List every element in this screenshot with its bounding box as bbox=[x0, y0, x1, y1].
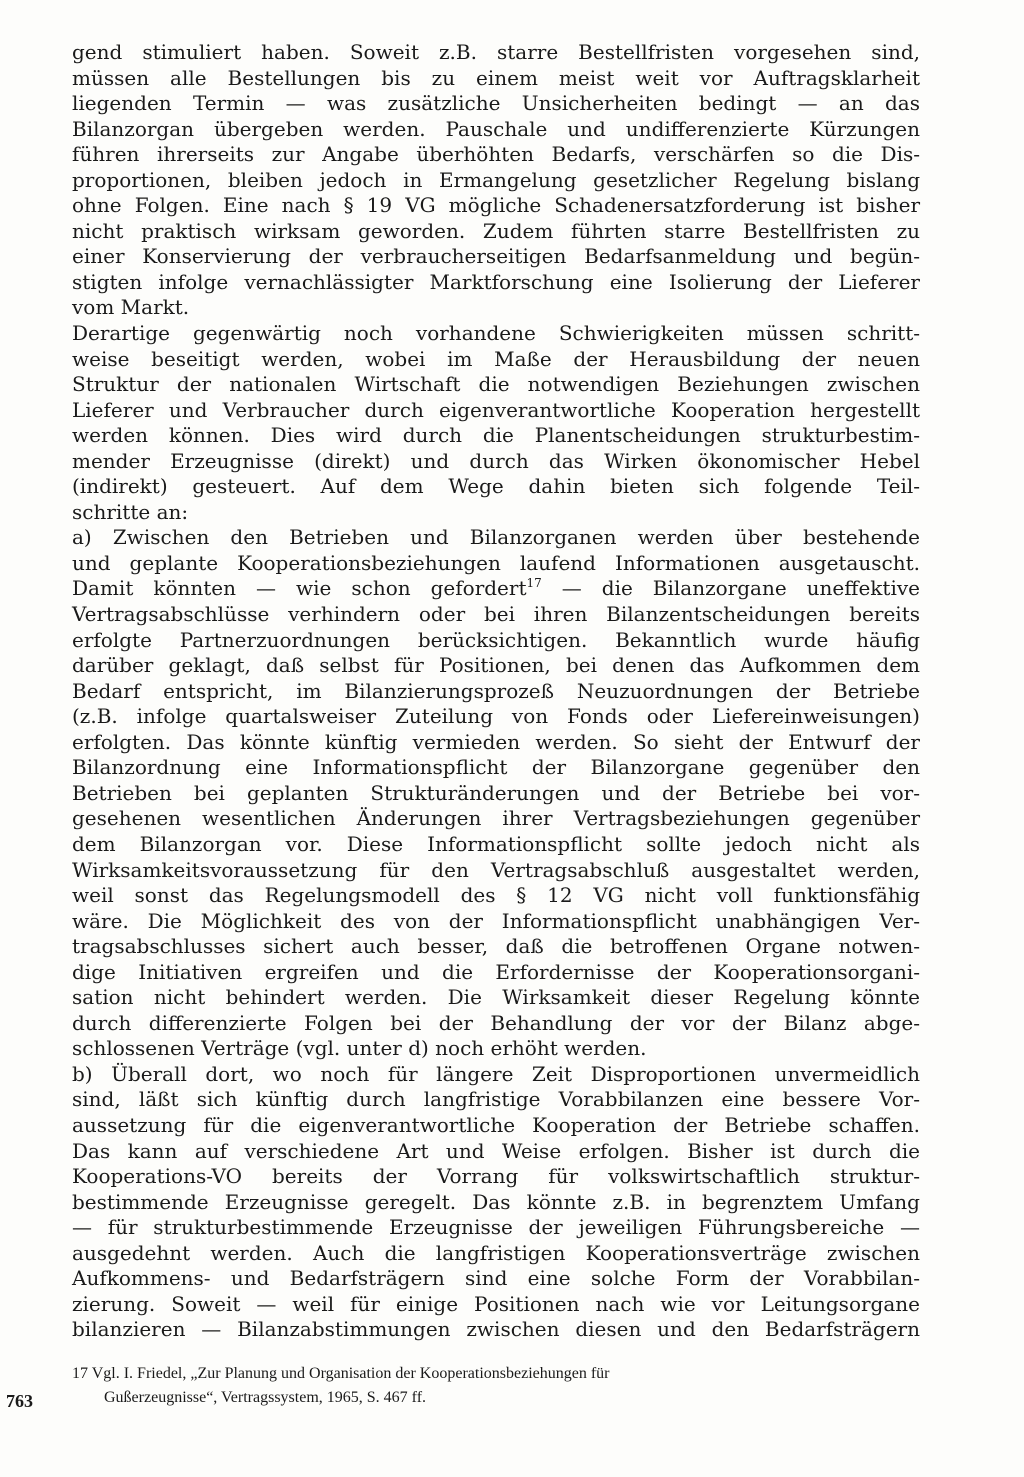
text-line-content: Kooperations-VO bereits der Vorrang für volkswirtschaftlich struktur- bbox=[72, 1164, 920, 1189]
text-line-content: nicht praktisch wirksam geworden. Zudem führten starre Bestellfristen zu bbox=[72, 218, 920, 243]
text-line bbox=[72, 1011, 920, 1037]
text-line bbox=[72, 1190, 920, 1216]
text-line-content: dige Initiativen ergreifen und die Erfordernisse der Kooperationsorgani- bbox=[72, 959, 920, 984]
text-line-content: proportionen, bleiben jedoch in Ermangelung gesetzlicher Regelung bislang bbox=[72, 167, 920, 192]
text-line-content: schlossenen Verträge (vgl. unter d) noch erhöht werden. bbox=[72, 1036, 647, 1061]
text-line-content: darüber geklagt, daß selbst für Positionen, bei denen das Aufkommen dem bbox=[72, 653, 920, 678]
text-line bbox=[72, 1215, 920, 1241]
text-line-content: bilanzieren — Bilanzabstimmungen zwischen diesen und den Bedarfsträgern bbox=[72, 1317, 920, 1342]
text-line bbox=[72, 423, 920, 449]
text-line bbox=[72, 806, 920, 832]
text-line-content: sation nicht behindert werden. Die Wirksamkeit dieser Regelung könnte bbox=[72, 985, 920, 1010]
text-line-content: stigten infolge vernachlässigter Marktforschung eine Isolierung der Lieferer bbox=[72, 269, 920, 294]
text-line-content: müssen alle Bestellungen bis zu einem meist weit vor Auftragsklarheit bbox=[72, 65, 920, 90]
text-line-continuation: — die Bilanzorgane uneffektive bbox=[541, 576, 920, 601]
text-line-content: liegenden Termin — was zusätzliche Unsicherheiten bedingt — an das bbox=[72, 91, 920, 116]
text-line-content: (indirekt) gesteuert. Auf dem Wege dahin bieten sich folgende Teil- bbox=[72, 474, 920, 499]
text-line-content: wäre. Die Möglichkeit des von der Informationspflicht unabhängigen Ver- bbox=[72, 908, 920, 933]
text-line-content: Bilanzorgan übergeben werden. Pauschale und undifferenzierte Kürzungen bbox=[72, 116, 920, 141]
text-line-content: führen ihrerseits zur Angabe überhöhten Bedarfs, verschärfen so die Dis- bbox=[72, 142, 920, 167]
text-line-content: erfolgten. Das könnte künftig vermieden werden. So sieht der Entwurf der bbox=[72, 729, 920, 754]
text-line-content: Wirksamkeitsvoraussetzung für den Vertragsabschluß ausgestaltet werden, bbox=[72, 857, 920, 882]
text-line-content: Struktur der nationalen Wirtschaft die notwendigen Beziehungen zwischen bbox=[72, 372, 920, 397]
text-line-content: Lieferer und Verbraucher durch eigenverantwortliche Kooperation hergestellt bbox=[72, 397, 920, 422]
text-line bbox=[72, 525, 920, 551]
text-line-content: — für strukturbestimmende Erzeugnisse der jeweiligen Führungsbereiche — bbox=[72, 1215, 920, 1240]
text-line-content: aussetzung für die eigenverantwortliche Kooperation der Betriebe schaffen. bbox=[72, 1112, 920, 1137]
footnote-17-line-2: Gußerzeugnisse“, Vertragssystem, 1965, S. 467 ff. bbox=[104, 1389, 427, 1406]
text-line bbox=[72, 1113, 920, 1139]
text-line bbox=[72, 1317, 920, 1343]
footnote-reference: 17 bbox=[526, 576, 542, 591]
text-line-content: Damit könnten — wie schon gefordert bbox=[72, 576, 527, 601]
text-line bbox=[72, 551, 920, 577]
text-line bbox=[72, 321, 920, 347]
text-line bbox=[72, 66, 920, 92]
text-line bbox=[72, 449, 920, 475]
text-line bbox=[72, 168, 920, 194]
text-line bbox=[72, 270, 920, 296]
text-line bbox=[72, 730, 920, 756]
text-line bbox=[72, 193, 920, 219]
text-line-content: schritte an: bbox=[72, 499, 189, 524]
text-line bbox=[72, 985, 920, 1011]
footnotes bbox=[72, 1362, 920, 1410]
text-line bbox=[72, 832, 920, 858]
text-line bbox=[72, 500, 920, 526]
text-line-content: zierung. Soweit — weil für einige Positionen nach wie vor Leitungsorgane bbox=[72, 1291, 920, 1316]
text-line bbox=[72, 1062, 920, 1088]
text-line bbox=[72, 1266, 920, 1292]
text-line-content: Derartige gegenwärtig noch vorhandene Schwierigkeiten müssen schritt- bbox=[72, 321, 920, 346]
text-line-content: ohne Folgen. Eine nach § 19 VG mögliche Schadenersatzforderung ist bisher bbox=[72, 193, 920, 218]
text-line-content: und geplante Kooperationsbeziehungen laufend Informationen ausgetauscht. bbox=[72, 550, 920, 575]
text-line-content: weil sonst das Regelungsmodell des § 12 VG nicht voll funktionsfähig bbox=[72, 883, 920, 908]
text-line bbox=[72, 858, 920, 884]
text-line bbox=[72, 909, 920, 935]
text-line bbox=[72, 398, 920, 424]
text-line bbox=[72, 1036, 920, 1062]
text-line-content: gesehenen wesentlichen Änderungen ihrer Vertragsbeziehungen gegenüber bbox=[72, 806, 920, 831]
text-line bbox=[72, 883, 920, 909]
text-line bbox=[72, 576, 920, 602]
text-line bbox=[72, 934, 920, 960]
text-line bbox=[72, 960, 920, 986]
text-line bbox=[72, 295, 920, 321]
text-line-content: Bedarf entspricht, im Bilanzierungsprozeß Neuzuordnungen der Betriebe bbox=[72, 678, 920, 703]
text-line-content: mender Erzeugnisse (direkt) und durch das Wirken ökonomischer Hebel bbox=[72, 448, 920, 473]
text-line-content: dem Bilanzorgan vor. Diese Informationspflicht sollte jedoch nicht als bbox=[72, 831, 920, 856]
text-line-content: einer Konservierung der verbraucherseitigen Bedarfsanmeldung und begün- bbox=[72, 244, 920, 269]
text-line bbox=[72, 474, 920, 500]
text-line bbox=[72, 117, 920, 143]
page-number: 763 bbox=[6, 1391, 33, 1411]
text-line bbox=[72, 781, 920, 807]
text-line-content: Vertragsabschlüsse verhindern oder bei ihren Bilanzentscheidungen bereits bbox=[72, 602, 920, 627]
text-line-content: bestimmende Erzeugnisse geregelt. Das könnte z.B. in begrenztem Umfang bbox=[72, 1189, 920, 1214]
text-line-content: sind, läßt sich künftig durch langfristige Vorabbilanzen eine bessere Vor- bbox=[72, 1087, 920, 1112]
text-line bbox=[72, 602, 920, 628]
text-line bbox=[72, 244, 920, 270]
text-line-content: b) Überall dort, wo noch für längere Zeit Disproportionen unvermeidlich bbox=[72, 1061, 920, 1086]
text-line-content: durch differenzierte Folgen bei der Behandlung der vor der Bilanz abge- bbox=[72, 1010, 920, 1035]
text-line bbox=[72, 679, 920, 705]
text-line-content: Bilanzordnung eine Informationspflicht der Bilanzorgane gegenüber den bbox=[72, 755, 920, 780]
text-line bbox=[72, 1139, 920, 1165]
text-line-content: (z.B. infolge quartalsweiser Zuteilung von Fonds oder Liefereinweisungen) bbox=[72, 704, 920, 729]
body-text bbox=[72, 40, 920, 1343]
text-line bbox=[72, 1164, 920, 1190]
text-line bbox=[72, 1087, 920, 1113]
footnote-17-line-1: 17 Vgl. I. Friedel, „Zur Planung und Organisation der Kooperationsbeziehungen für bbox=[72, 1365, 610, 1382]
text-line bbox=[72, 653, 920, 679]
text-line-content: weise beseitigt werden, wobei im Maße der Herausbildung der neuen bbox=[72, 346, 920, 371]
text-line-content: Betrieben bei geplanten Strukturänderungen und der Betriebe bei vor- bbox=[72, 780, 920, 805]
text-line-content: Aufkommens- und Bedarfsträgern sind eine solche Form der Vorabbilan- bbox=[72, 1266, 920, 1291]
text-line-content: a) Zwischen den Betrieben und Bilanzorganen werden über bestehende bbox=[72, 525, 920, 550]
text-line bbox=[72, 704, 920, 730]
text-line bbox=[72, 91, 920, 117]
text-line bbox=[72, 1241, 920, 1267]
text-line bbox=[72, 755, 920, 781]
text-line-content: ausgedehnt werden. Auch die langfristigen Kooperationsverträge zwischen bbox=[72, 1240, 920, 1265]
text-line-content: vom Markt. bbox=[72, 295, 190, 320]
text-line-content: erfolgte Partnerzuordnungen berücksichtigen. Bekanntlich wurde häufig bbox=[72, 627, 920, 652]
text-line bbox=[72, 40, 920, 66]
text-line-content: tragsabschlusses sichert auch besser, daß die betroffenen Organe notwen- bbox=[72, 934, 920, 959]
text-line-content: werden können. Dies wird durch die Planentscheidungen strukturbestim- bbox=[72, 423, 920, 448]
text-line bbox=[72, 372, 920, 398]
text-line bbox=[72, 142, 920, 168]
text-line bbox=[72, 219, 920, 245]
text-line bbox=[72, 1292, 920, 1318]
text-line-content: gend stimuliert haben. Soweit z.B. starre Bestellfristen vorgesehen sind, bbox=[72, 40, 920, 64]
text-line-content: Das kann auf verschiedene Art und Weise erfolgen. Bisher ist durch die bbox=[72, 1138, 920, 1163]
text-line bbox=[72, 628, 920, 654]
text-line bbox=[72, 347, 920, 373]
